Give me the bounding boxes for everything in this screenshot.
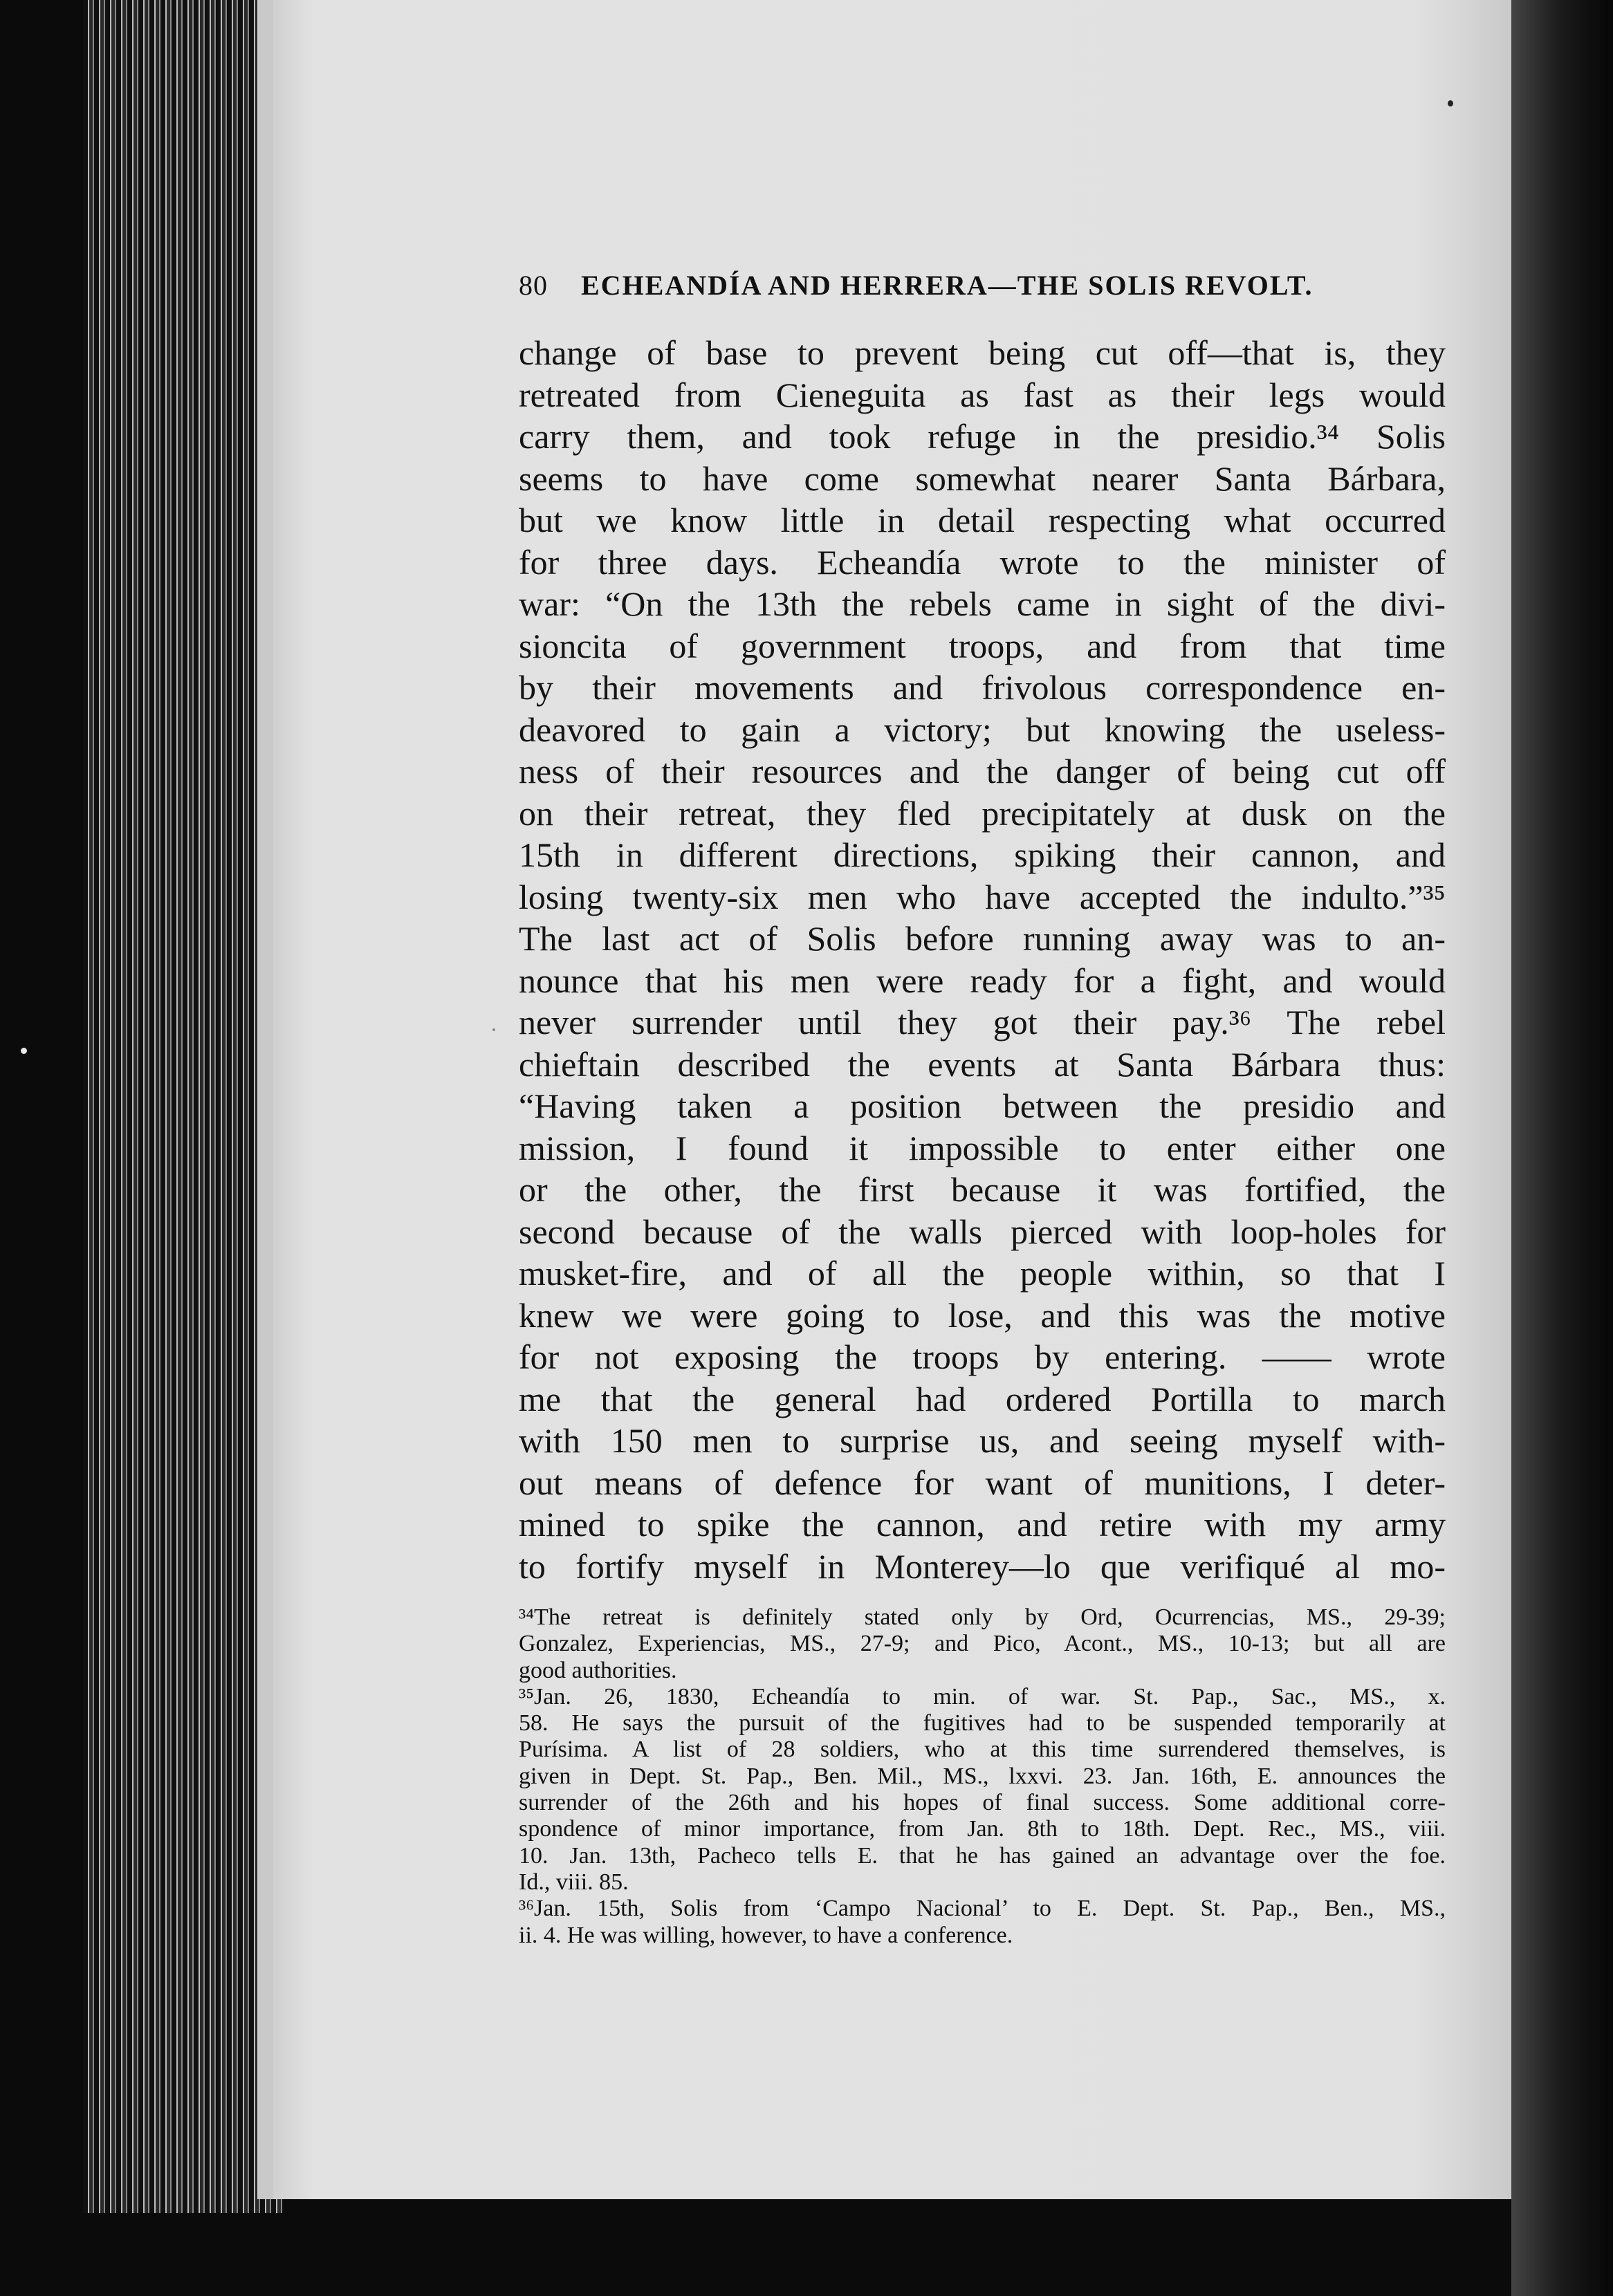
body-line: retreated from Cieneguita as fast as their legs would <box>519 375 1446 414</box>
running-title: ECHEANDÍA AND HERRERA—THE SOLIS REVOLT. <box>581 270 1314 301</box>
body-line: with 150 men to surprise us, and seeing myself with- <box>519 1421 1446 1460</box>
footnote-line: ii. 4. He was willing, however, to have a conference. <box>519 1922 1013 1948</box>
footnote-line: Purísima. A list of 28 soldiers, who at this time surrendered themselves, is <box>519 1737 1446 1763</box>
binding-shadow <box>1511 0 1613 2296</box>
footnote-line: good authorities. <box>519 1657 677 1683</box>
footnote-line: 10. Jan. 13th, Pacheco tells E. that he has gained an advantage over the foe. <box>519 1842 1446 1869</box>
body-line: carry them, and took refuge in the presidio.³⁴ Solis <box>519 417 1446 456</box>
body-line: nounce that his men were ready for a fight, and would <box>519 961 1446 1000</box>
speck <box>21 1048 27 1054</box>
body-line: mined to spike the cannon, and retire with my army <box>519 1505 1446 1544</box>
body-line: musket-fire, and of all the people within, so that I <box>519 1254 1446 1293</box>
body-line: but we know little in detail respecting what occurred <box>519 501 1446 539</box>
running-head <box>519 266 1418 304</box>
footnotes <box>519 1604 1446 1949</box>
body-line: ness of their resources and the danger of being cut off <box>519 752 1446 790</box>
footnote-line: surrender of the 26th and his hopes of final success. Some additional corre- <box>519 1790 1446 1816</box>
body-line: knew we were going to lose, and this was the motive <box>519 1295 1446 1335</box>
speck <box>1448 100 1453 107</box>
body-line: for not exposing the troops by entering. —— wrote <box>519 1337 1446 1376</box>
body-line: for three days. Echeandía wrote to the minister of <box>519 542 1446 582</box>
body-line: losing twenty-six men who have accepted the indulto.”³⁵ <box>519 877 1446 916</box>
body-line: on their retreat, they fled precipitately at dusk on the <box>519 793 1446 833</box>
footnote-line: spondence of minor importance, from Jan. 8th to 18th. Dept. Rec., MS., viii. <box>519 1816 1446 1842</box>
speck <box>492 1028 495 1031</box>
body-line: 15th in different directions, spiking their cannon, and <box>519 835 1446 874</box>
body-line: war: “On the 13th the rebels came in sight of the divi- <box>519 584 1446 623</box>
body-line: never surrender until they got their pay.³⁶ The rebel <box>519 1003 1446 1041</box>
body-line: The last act of Solis before running away was to an- <box>519 919 1446 958</box>
body-line: me that the general had ordered Portilla to march <box>519 1379 1446 1418</box>
page-number: 80 <box>519 270 548 301</box>
body-line: or the other, the first because it was fortified, the <box>519 1170 1446 1209</box>
body-line: change of base to prevent being cut off—that is, they <box>519 333 1446 372</box>
footnote-line: ³⁴The retreat is definitely stated only by Ord, Ocurrencias, MS., 29-39; <box>519 1604 1446 1630</box>
body-line: to fortify myself in Monterey—lo que verifiqué al mo- <box>519 1546 1446 1586</box>
body-line: chieftain described the events at Santa Bárbara thus: <box>519 1044 1446 1084</box>
body-line: “Having taken a position between the presidio and <box>519 1086 1446 1125</box>
body-line: seems to have come somewhat nearer Santa Bárbara, <box>519 459 1446 498</box>
footnote-line: Id., viii. 85. <box>519 1869 629 1895</box>
body-line: second because of the walls pierced with loop-holes for <box>519 1212 1446 1251</box>
body-text <box>519 332 1446 1587</box>
body-line: out means of defence for want of munitions, I deter- <box>519 1463 1446 1502</box>
body-line: sioncita of government troops, and from that time <box>519 626 1446 665</box>
footnote-line: ³⁵Jan. 26, 1830, Echeandía to min. of war. St. Pap., Sac., MS., x. <box>519 1683 1446 1710</box>
footnote-line: ³⁶Jan. 15th, Solis from ‘Campo Nacional’ to E. Dept. St. Pap., Ben., MS., <box>519 1896 1446 1922</box>
body-line: mission, I found it impossible to enter either one <box>519 1128 1446 1167</box>
footnote-line: 58. He says the pursuit of the fugitives had to be suspended temporarily at <box>519 1710 1446 1737</box>
page-edges <box>83 0 284 2213</box>
footnote-line: Gonzalez, Experiencias, MS., 27-9; and Pico, Acont., MS., 10-13; but all are <box>519 1631 1446 1657</box>
body-line: deavored to gain a victory; but knowing the useless- <box>519 710 1446 749</box>
body-line: by their movements and frivolous correspondence en- <box>519 668 1446 707</box>
footnote-line: given in Dept. St. Pap., Ben. Mil., MS., lxxvi. 23. Jan. 16th, E. announces the <box>519 1763 1446 1789</box>
